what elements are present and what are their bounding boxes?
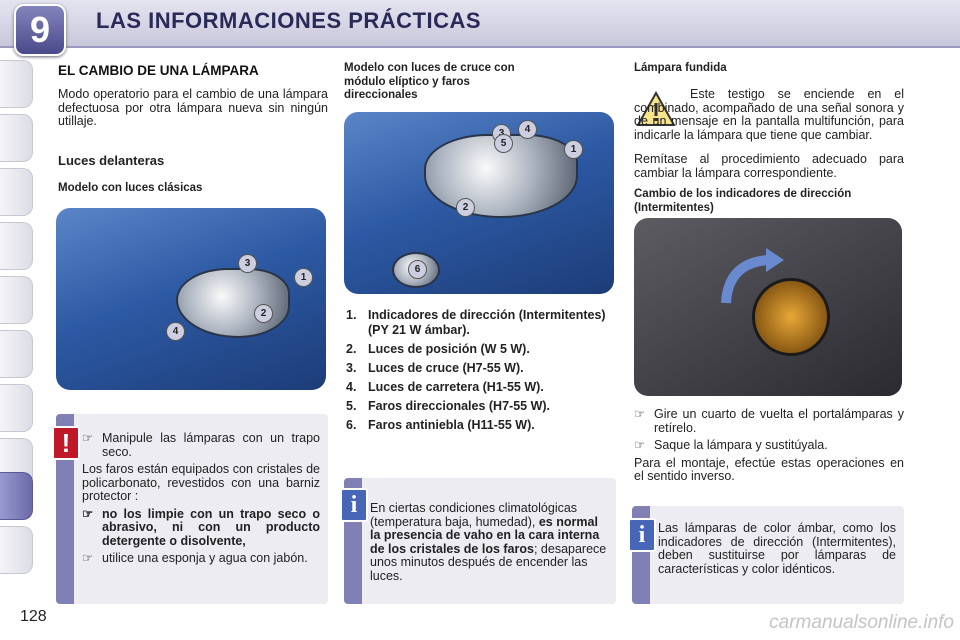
pointing-hand-icon: ☞ — [82, 431, 94, 445]
warning-paragraph: Los faros están equipados con cristales de policarbonato, revestidos con una barniz protector : — [82, 462, 320, 503]
pointing-hand-icon: ☞ — [82, 506, 94, 521]
step-bullet: ☞ Saque la lámpara y sustitúyala. — [634, 438, 828, 452]
list-item: 5. Faros direccionales (H7-55 W). — [346, 399, 551, 413]
callout-3: 3 — [238, 254, 257, 273]
chapter-tab[interactable] — [0, 60, 33, 108]
list-item: 3. Luces de cruce (H7-55 W). — [346, 361, 524, 375]
chapter-tab[interactable] — [0, 526, 33, 574]
burnt-lamp-title: Lámpara fundida — [634, 62, 727, 74]
step-bullet: ☞ Gire un cuarto de vuelta el portalámparas y retírelo. — [634, 407, 904, 435]
indicator-title: Cambio de los indicadores de dirección (Intermitentes) — [634, 188, 852, 214]
chapter-tab-active[interactable] — [0, 472, 33, 520]
header-band — [0, 0, 960, 48]
model-title-elliptic: Modelo con luces de cruce con módulo elíptico y faros direccionales — [344, 62, 515, 101]
list-item: 6. Faros antiniebla (H11-55 W). — [346, 418, 535, 432]
bulb-list — [346, 308, 616, 437]
callout-2: 2 — [456, 198, 475, 217]
list-item: 1. Indicadores de dirección (Intermitentes) (PY 21 W ámbar). — [346, 308, 606, 337]
callout-1: 1 — [294, 268, 313, 287]
page-number: 128 — [20, 608, 47, 625]
watermark: carmanualsonline.info — [769, 612, 954, 633]
chapter-tab[interactable] — [0, 168, 33, 216]
pointing-hand-icon: ☞ — [634, 407, 646, 421]
callout-4: 4 — [518, 120, 537, 139]
callout-6: 6 — [408, 260, 427, 279]
bulb-holder-photo — [634, 218, 902, 396]
callout-1: 1 — [564, 140, 583, 159]
callout-4: 4 — [166, 322, 185, 341]
warning-bullet: ☞ Manipule las lámparas con un trapo seco. — [82, 431, 320, 459]
warning-light-text: Este testigo se enciende en el combinado, acompañado de una señal sonora y de un mensaje en la pantalla multifunción, para indicarle la lámpara que tiene que cambiar. — [634, 87, 904, 142]
chapter-tab[interactable] — [0, 330, 33, 378]
list-item: 4. Luces de carretera (H1-55 W). — [346, 380, 544, 394]
callout-2: 2 — [254, 304, 273, 323]
exclamation-icon: ! — [52, 426, 80, 460]
info-icon: i — [340, 488, 368, 522]
model-title: Modelo con luces clásicas — [58, 182, 203, 194]
pointing-hand-icon: ☞ — [634, 438, 646, 452]
chapter-tab[interactable] — [0, 276, 33, 324]
headlight-shape — [176, 268, 290, 338]
chapter-tab[interactable] — [0, 222, 33, 270]
list-item: 2. Luces de posición (W 5 W). — [346, 342, 530, 356]
refer-text: Remítase al procedimiento adecuado para cambiar la lámpara correspondiente. — [634, 152, 904, 180]
pointing-hand-icon: ☞ — [82, 551, 94, 565]
warning-box — [56, 414, 328, 604]
headlight-photo-elliptic — [344, 112, 614, 294]
section-title: EL CAMBIO DE UNA LÁMPARA — [58, 63, 259, 78]
assembly-text: Para el montaje, efectúe estas operaciones en el sentido inverso. — [634, 455, 904, 483]
callout-5: 5 — [494, 134, 513, 153]
info-text: Las lámparas de color ámbar, como los indicadores de dirección (Intermitentes), deben sustituirse por lámparas de características y color idénticos. — [658, 521, 896, 576]
warning-bullet: ☞ no los limpie con un trapo seco o abrasivo, ni con un producto detergente o disolvente, — [82, 506, 320, 548]
info-icon: i — [628, 518, 656, 552]
subsection-title: Luces delanteras — [58, 153, 165, 168]
warning-bullet: ☞ utilice una esponja y agua con jabón. — [82, 551, 308, 565]
intro-text: Modo operatorio para el cambio de una lámpara defectuosa por otra lámpara nueva sin ningún utillaje. — [58, 87, 328, 128]
info-box — [632, 506, 904, 604]
chapter-tab[interactable] — [0, 114, 33, 162]
info-box — [344, 478, 616, 604]
info-text: En ciertas condiciones climatológicas (temperatura baja, humedad), es normal la presencia de vaho en la cara interna de los cristales de los faros; desaparece unos minutos después de encender las luces. — [370, 501, 607, 583]
rotate-arrow-icon — [718, 248, 788, 308]
chapter-tab[interactable] — [0, 384, 33, 432]
headlight-photo-classic — [56, 208, 326, 390]
page-header-title: LAS INFORMACIONES PRÁCTICAS — [96, 8, 482, 33]
chapter-tabs — [0, 60, 34, 580]
chapter-badge: 9 — [14, 4, 66, 56]
